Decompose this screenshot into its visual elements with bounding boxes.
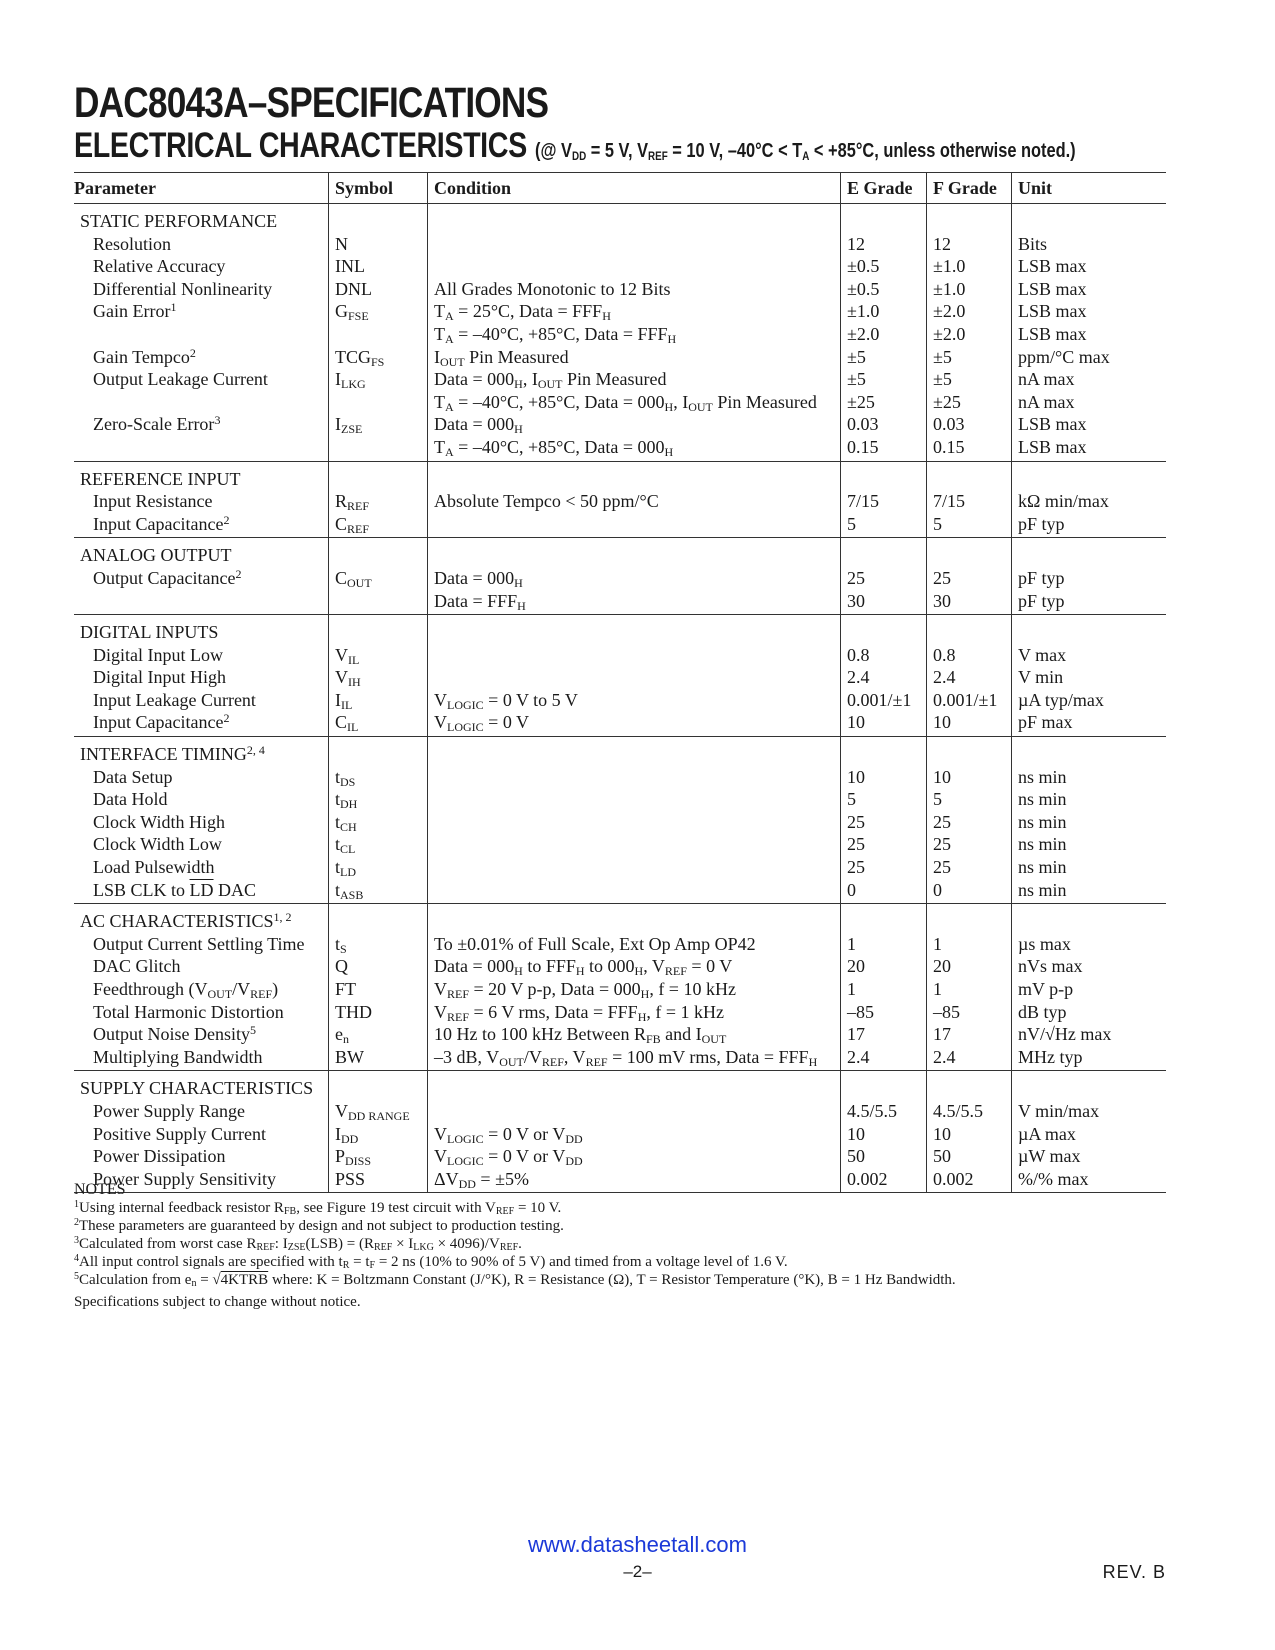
col-fgrade: F Grade — [927, 173, 1012, 204]
table-row: Relative Accuracy INL ±0.5 ±1.0 LSB max — [74, 255, 1166, 278]
test-conditions: (@ $V_{DD} = 5$ V, $V_{REF} = 10$ V, $-40^\circ C < T_A < +85^\circ C$, unless otherwise noted.) — [535, 140, 1076, 163]
note-2: $^2$These parameters are guaranteed by design and not subject to production testing. — [74, 1217, 564, 1234]
table-row: $T_A = -40^\circ C$, +85°C, Data = $FFF_H$ ±2.0 ±2.0 LSB max — [74, 323, 1166, 346]
table-row: Output Current Settling Time $t_S$ To ±0.01% of Full Scale, Ext Op Amp OP42 1 1 µs max — [74, 933, 1166, 956]
table-row: Total Harmonic Distortion THD $V_{REF} = 6$ V rms, Data = $FFF_H$, f = 1 kHz –85 –85 dB typ — [74, 1001, 1166, 1024]
table-row: Power Dissipation $P_{DISS}$ $V_{LOGIC} = 0$ V or $V_{DD}$ 50 50 µW max — [74, 1145, 1166, 1168]
table-row: Output Leakage Current $I_{LKG}$ Data = $000_H$, $I_{OUT}$ Pin Measured ±5 ±5 nA max — [74, 368, 1166, 391]
table-row: Data Setup $t_{DS}$ 10 10 ns min — [74, 766, 1166, 789]
table-row: Digital Input High $V_{IH}$ 2.4 2.4 V min — [74, 666, 1166, 689]
table-row: Gain Tempco$^2$ $TCG_{FS}$ $I_{OUT}$ Pin Measured ±5 ±5 ppm/°C max — [74, 346, 1166, 369]
page-number: –2– — [623, 1562, 652, 1581]
table-row: $T_A = -40^\circ C$, +85°C, Data = $000_H$, $I_{OUT}$ Pin Measured ±25 ±25 nA max — [74, 391, 1166, 414]
table-row: Input Capacitance$^2$ $C_{REF}$ 5 5 pF typ — [74, 513, 1166, 538]
table-row: Gain Error$^1$ $G_{FSE}$ $T_A = 25^\circ C$, Data = $FFF_H$ ±1.0 ±2.0 LSB max — [74, 300, 1166, 323]
section-ac — [74, 904, 1166, 1071]
col-unit: Unit — [1012, 173, 1167, 204]
note-1: $^1$Using internal feedback resistor $R_{FB}$, see Figure 19 test circuit with $V_{REF} = 10$ V. — [74, 1199, 562, 1217]
table-row: Load Pulsewidth $t_{LD}$ 25 25 ns min — [74, 856, 1166, 879]
section-heading: STATIC PERFORMANCE — [74, 204, 1166, 233]
section-heading: REFERENCE INPUT — [74, 461, 1166, 490]
notes-block — [74, 1181, 1166, 1311]
spec-table — [74, 172, 1166, 1193]
table-row: DAC Glitch Q Data = $000_H$ to $FFF_H$ to $000_H$, $V_{REF} = 0$ V 20 20 nVs max — [74, 955, 1166, 978]
section-static — [74, 204, 1166, 462]
col-egrade: E Grade — [841, 173, 927, 204]
revision-label: REV. B — [1102, 1562, 1166, 1582]
website-link[interactable]: www.datasheetall.com — [528, 1532, 747, 1557]
table-row: Zero-Scale Error$^3$ $I_{ZSE}$ Data = $000_H$ 0.03 0.03 LSB max — [74, 413, 1166, 436]
section-supply — [74, 1071, 1166, 1193]
table-row: Digital Input Low $V_{IL}$ 0.8 0.8 V max — [74, 644, 1166, 667]
table-header — [74, 173, 1166, 204]
table-row: Positive Supply Current $I_{DD}$ $V_{LOGIC} = 0$ V or $V_{DD}$ 10 10 µA max — [74, 1123, 1166, 1146]
section-reference — [74, 461, 1166, 538]
table-row: Differential Nonlinearity DNL All Grades Monotonic to 12 Bits ±0.5 ±1.0 LSB max — [74, 278, 1166, 301]
table-row: Multiplying Bandwidth BW –3 dB, $V_{OUT}/V_{REF}$, $V_{REF} = 100$ mV rms, Data = $FFF_H$ 2.4 2.4 MHz typ — [74, 1046, 1166, 1071]
table-row: Input Leakage Current $I_{IL}$ $V_{LOGIC} = 0$ V to 5 V 0.001/±1 0.001/±1 µA typ/max — [74, 689, 1166, 712]
section-digital — [74, 615, 1166, 737]
table-row: Output Capacitance$^2$ $C_{OUT}$ Data = $000_H$ 25 25 pF typ — [74, 567, 1166, 590]
table-row: Input Capacitance$^2$ $C_{IL}$ $V_{LOGIC} = 0$ V 10 10 pF max — [74, 711, 1166, 736]
note-5: $^5$Calculation from $e_n$ = √4KTRB where: K = Boltzmann Constant (J/°K), R = Resistance (Ω), T = Resistor Temperature (°K), B = 1 Hz Bandwidth. — [74, 1271, 956, 1289]
col-parameter: Parameter — [74, 173, 329, 204]
table-row: Input Resistance $R_{REF}$ Absolute Tempco < 50 ppm/°C 7/15 7/15 kΩ min/max — [74, 490, 1166, 513]
section-analog — [74, 538, 1166, 615]
subtitle: ELECTRICAL CHARACTERISTICS — [74, 126, 527, 165]
section-heading: SUPPLY CHARACTERISTICS — [74, 1071, 1166, 1100]
table-row: Data Hold $t_{DH}$ 5 5 ns min — [74, 788, 1166, 811]
table-row: Power Supply Range $V_{DD RANGE}$ 4.5/5.5 4.5/5.5 V min/max — [74, 1100, 1166, 1123]
table-row: Data = $FFF_H$ 30 30 pF typ — [74, 590, 1166, 615]
notes-heading: NOTES — [74, 1181, 126, 1198]
note-3: $^3$Calculated from worst case $R_{REF}$: $I_{ZSE}(LSB) = (R_{REF} \times I_{LKG} \times 4096)/V_{REF}$. — [74, 1235, 522, 1253]
page-title: DAC8043A–SPECIFICATIONS — [74, 79, 549, 127]
table-row: Feedthrough $(V_{OUT}/V_{REF})$ FT $V_{REF} = 20$ V p-p, Data = $000_H$, f = 10 kHz 1 1 mV p-p — [74, 978, 1166, 1001]
table-row: $T_A = -40^\circ C$, +85°C, Data = $000_H$ 0.15 0.15 LSB max — [74, 436, 1166, 461]
table-row: Output Noise Density$^5$ $e_n$ 10 Hz to 100 kHz Between $R_{FB}$ and $I_{OUT}$ 17 17 nV/√Hz max — [74, 1023, 1166, 1046]
table-row: Clock Width Low $t_{CL}$ 25 25 ns min — [74, 833, 1166, 856]
section-title — [74, 126, 1076, 173]
section-heading: ANALOG OUTPUT — [74, 538, 1166, 567]
section-heading: AC CHARACTERISTICS$^{1, 2}$ — [74, 904, 1166, 933]
section-heading: DIGITAL INPUTS — [74, 615, 1166, 644]
change-notice: Specifications subject to change without notice. — [74, 1294, 361, 1310]
col-condition: Condition — [428, 173, 841, 204]
table-row: Power Supply Sensitivity PSS $\Delta V_{DD} = \pm 5\%$ 0.002 0.002 %/% max — [74, 1168, 1166, 1193]
section-timing — [74, 737, 1166, 904]
table-row: Resolution N 12 12 Bits — [74, 233, 1166, 256]
table-row: LSB CLK to $\overline{LD}$ DAC $t_{ASB}$ 0 0 ns min — [74, 879, 1166, 904]
col-symbol: Symbol — [329, 173, 428, 204]
section-heading: INTERFACE TIMING$^{2, 4}$ — [74, 737, 1166, 766]
table-row: Clock Width High $t_{CH}$ 25 25 ns min — [74, 811, 1166, 834]
note-4: $^4$All input control signals are specified with $t_R = t_F = 2$ ns (10% to 90% of 5 V) and timed from a voltage level of 1.6 V. — [74, 1253, 788, 1271]
